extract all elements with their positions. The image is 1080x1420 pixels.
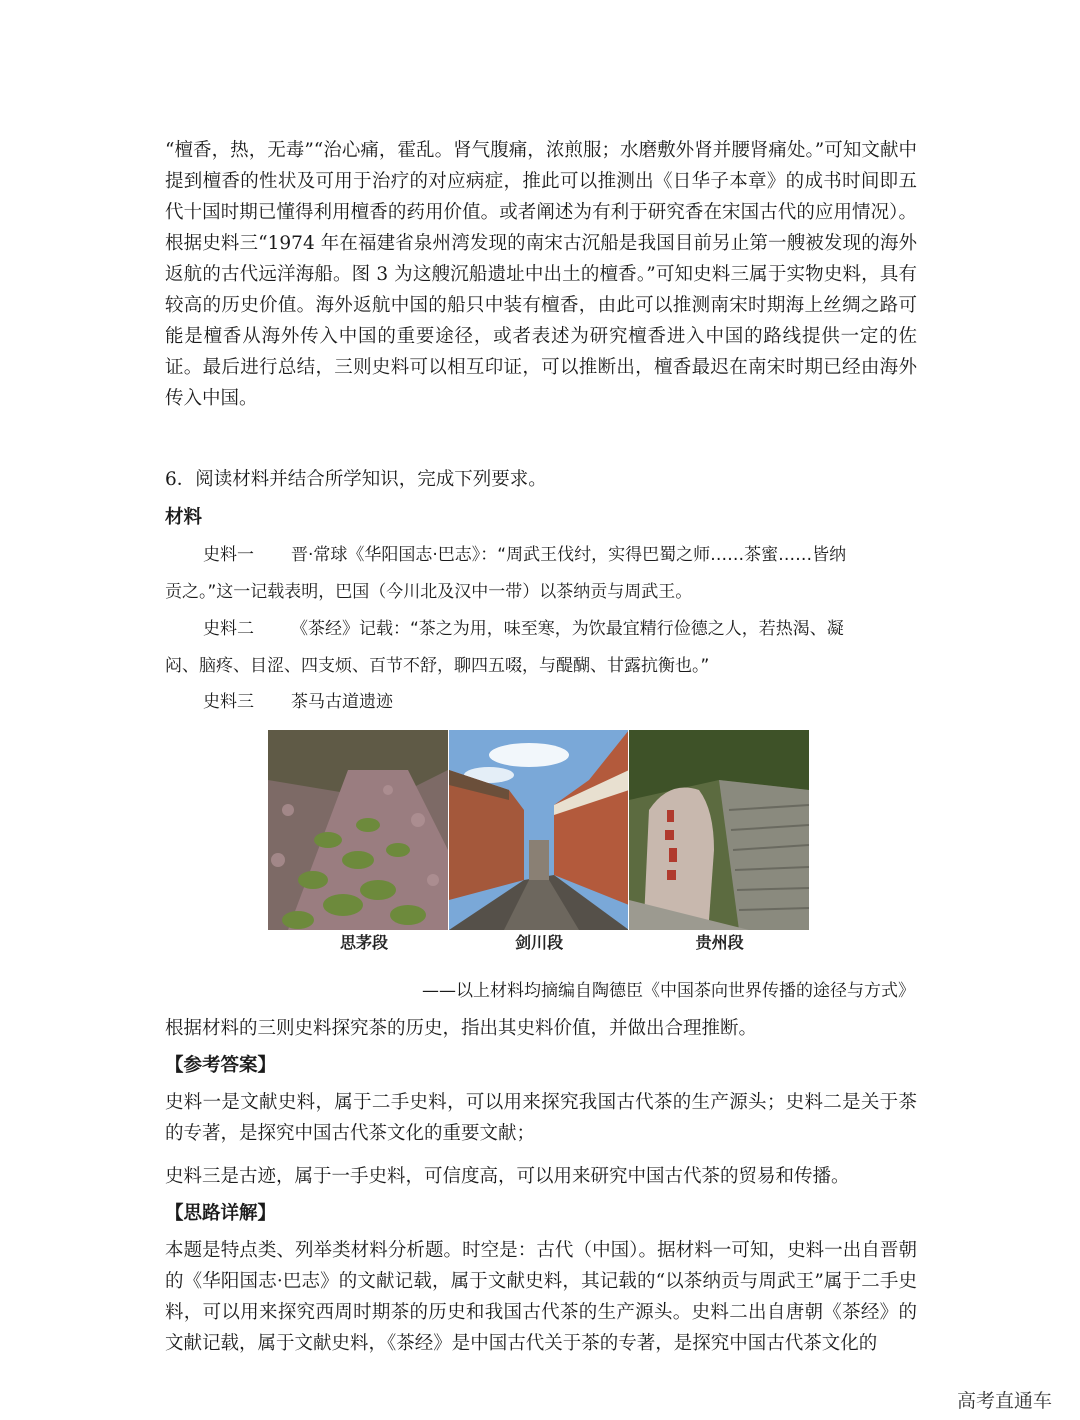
paragraph-tanxiang-analysis: “檀香，热，无毒”“治心痛，霍乱。肾气腹痛，浓煎服；水磨敷外肾并腰肾痛处。”可知文献中提到檀香的性状及可用于治疗的对应病症，推此可以推测出《日华子本章》的成书时间即五代十国时期已懂得利用檀香的药用价值。或者阐述为有利于研究香在宋国古代的应用情况）。根据史料三“1974 年在福建省泉州湾发现的南宋古沉船是我国目前另止第一艘被发现的海外返航的古代远洋海船。图 3 为这艘沉船遗址中出土的檀香。”可知史料三属于实物史料，具有较高的历史价值。海外返航中国的船只中装有檀香，由此可以推测南宋时期海上丝绸之路可能是檀香从海外传入中国的重要途径，或者表述为研究檀香进入中国的路线提供一定的佐证。最后进行总结，三则史料可以相互印证，可以推断出，檀香最迟在南宋时期已经由海外传入中国。: [165, 140, 917, 409]
answer-paragraph-1: 史料一是文献史料，属于二手史料，可以用来探究我国古代茶的生产源头；史料二是关于茶的专著，是探究中国古代茶文化的重要文献；: [165, 1092, 917, 1144]
source-2-label: 史料二: [203, 619, 254, 639]
answer-heading: 【参考答案】: [165, 1055, 277, 1076]
photo-jianchuan-section: [449, 730, 629, 930]
source-3-label: 史料三: [203, 692, 254, 712]
source-2-line-1: [203, 614, 844, 645]
source-3-line: [203, 687, 393, 718]
question-6: 6．阅读材料并结合所学知识，完成下列要求。: [165, 469, 547, 490]
photo-simao-section: [268, 730, 448, 930]
question-text: 根据材料的三则史料探究茶的历史，指出其史料价值，并做出合理推断。: [165, 1018, 758, 1039]
source-2-text-1: 《茶经》记载：“茶之为用，味至寒，为饮最宜精行俭德之人，若热渴、凝: [291, 619, 844, 639]
material-title: 材料: [165, 507, 203, 528]
photo-captions: [268, 930, 810, 956]
caption-guizhou: 贵州段: [695, 933, 744, 952]
answer-paragraph-2: 史料三是古迹，属于一手史料，可信度高，可以用来研究中国古代茶的贸易和传播。: [165, 1166, 850, 1187]
source-note: ——以上材料均摘编自陶德臣《中国茶向世界传播的途径与方式》: [422, 981, 915, 1001]
source-1-line-1: [203, 540, 846, 571]
watermark: 高考直通车: [956, 1390, 1052, 1412]
source-1-text-1: 晋·常球《华阳国志·巴志》：“周武王伐纣，实得巴蜀之师……茶蜜……皆纳: [291, 545, 847, 565]
photo-guizhou-section: [629, 730, 809, 930]
analysis-heading: 【思路详解】: [165, 1203, 277, 1224]
source-3-text: 茶马古道遗迹: [291, 692, 393, 712]
tea-horse-road-photos: [268, 730, 810, 930]
caption-simao: 思茅段: [340, 933, 389, 952]
source-1-line-2: 贡之。”这一记载表明，巴国（今川北及汉中一带）以茶纳贡与周武王。: [165, 582, 693, 602]
source-1-label: 史料一: [203, 545, 254, 565]
caption-jianchuan: 剑川段: [515, 933, 564, 952]
source-2-line-2: 闷、脑疼、目涩、四支烦、百节不舒，聊四五啜，与醍醐、甘露抗衡也。”: [165, 656, 710, 676]
analysis-paragraph: 本题是特点类、列举类材料分析题。时空是：古代（中国）。据材料一可知，史料一出自晋朝的《华阳国志·巴志》的文献记载，属于文献史料，其记载的“以茶纳贡与周武王”属于二手史料，可以用来探究西周时期茶的历史和我国古代茶的生产源头。史料二出自唐朝《茶经》的文献记载，属于文献史料，《茶经》是中国古代关于茶的专著，是探究中国古代茶文化的: [165, 1240, 917, 1354]
